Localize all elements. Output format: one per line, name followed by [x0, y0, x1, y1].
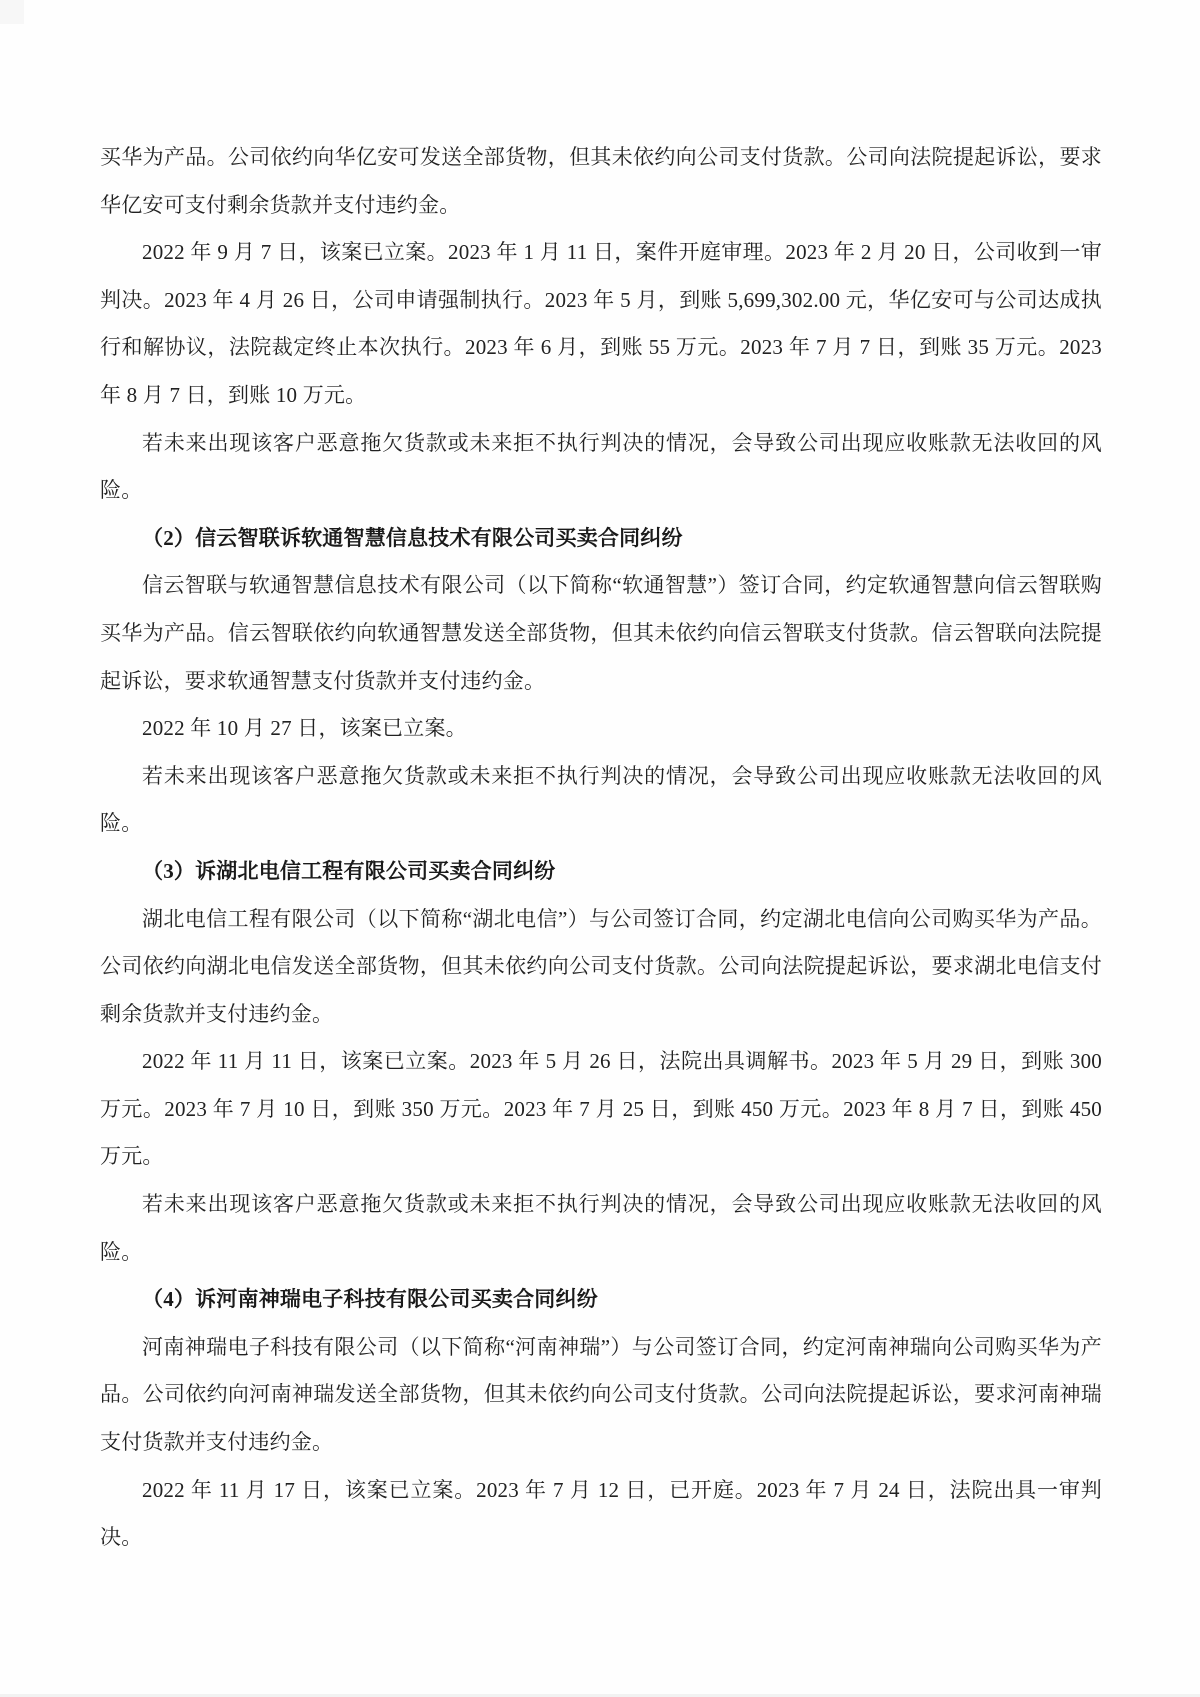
- section-heading: （4）诉河南神瑞电子科技有限公司买卖合同纠纷: [142, 1287, 598, 1312]
- body-paragraph: 湖北电信工程有限公司（以下简称“湖北电信”）与公司签订合同，约定湖北电信向公司购买华为产品。公司依约向湖北电信发送全部货物，但其未依约向公司支付货款。公司向法院提起诉讼，要求湖北电信支付剩余货款并支付违约金。: [100, 906, 1102, 1026]
- body-paragraph: 若未来出现该客户恶意拖欠货款或未来拒不执行判决的情况，会导致公司出现应收账款无法收回的风险。: [100, 763, 1102, 836]
- document-body: [100, 134, 1102, 1562]
- section-heading: （3）诉湖北电信工程有限公司买卖合同纠纷: [142, 858, 556, 883]
- body-paragraph: 买华为产品。公司依约向华亿安可发送全部货物，但其未依约向公司支付货款。公司向法院提起诉讼，要求华亿安可支付剩余货款并支付违约金。: [100, 145, 1102, 217]
- body-paragraph: 河南神瑞电子科技有限公司（以下简称“河南神瑞”）与公司签订合同，约定河南神瑞向公司购买华为产品。公司依约向河南神瑞发送全部货物，但其未依约向公司支付货款。公司向法院提起诉讼，要求河南神瑞支付货款并支付违约金。: [100, 1334, 1102, 1455]
- body-paragraph: 信云智联与软通智慧信息技术有限公司（以下简称“软通智慧”）签订合同，约定软通智慧向信云智联购买华为产品。信云智联依约向软通智慧发送全部货物，但其未依约向信云智联支付货款。信云智联向法院提起诉讼，要求软通智慧支付货款并支付违约金。: [100, 573, 1102, 693]
- body-paragraph: 2022 年 11 月 17 日，该案已立案。2023 年 7 月 12 日，已开庭。2023 年 7 月 24 日，法院出具一审判决。: [100, 1477, 1102, 1550]
- body-paragraph: 若未来出现该客户恶意拖欠货款或未来拒不执行判决的情况，会导致公司出现应收账款无法收回的风险。: [100, 1192, 1102, 1264]
- body-paragraph: 2022 年 11 月 11 日，该案已立案。2023 年 5 月 26 日，法院出具调解书。2023 年 5 月 29 日，到账 300 万元。2023 年 7 月 10 日，到账 350 万元。2023 年 7 月 25 日，到账 450 万元。2023 年 8 月 7 日，到账 450 万元。: [100, 1049, 1102, 1169]
- scan-corner-artifact: [0, 0, 24, 24]
- body-paragraph: 2022 年 9 月 7 日，该案已立案。2023 年 1 月 11 日，案件开庭审理。2023 年 2 月 20 日，公司收到一审判决。2023 年 4 月 26 日，公司申请强制执行。2023 年 5 月，到账 5,699,302.00 元，华亿安可与公司达成执行和解协议，法院裁定终止本次执行。2023 年 6 月，到账 55 万元。2023 年 7 月 7 日，到账 35 万元。2023 年 8 月 7 日，到账 10 万元。: [100, 240, 1102, 407]
- body-paragraph: 若未来出现该客户恶意拖欠货款或未来拒不执行判决的情况，会导致公司出现应收账款无法收回的风险。: [100, 430, 1102, 503]
- body-paragraph: 2022 年 10 月 27 日，该案已立案。: [142, 716, 467, 741]
- section-heading: （2）信云智联诉软通智慧信息技术有限公司买卖合同纠纷: [142, 525, 683, 550]
